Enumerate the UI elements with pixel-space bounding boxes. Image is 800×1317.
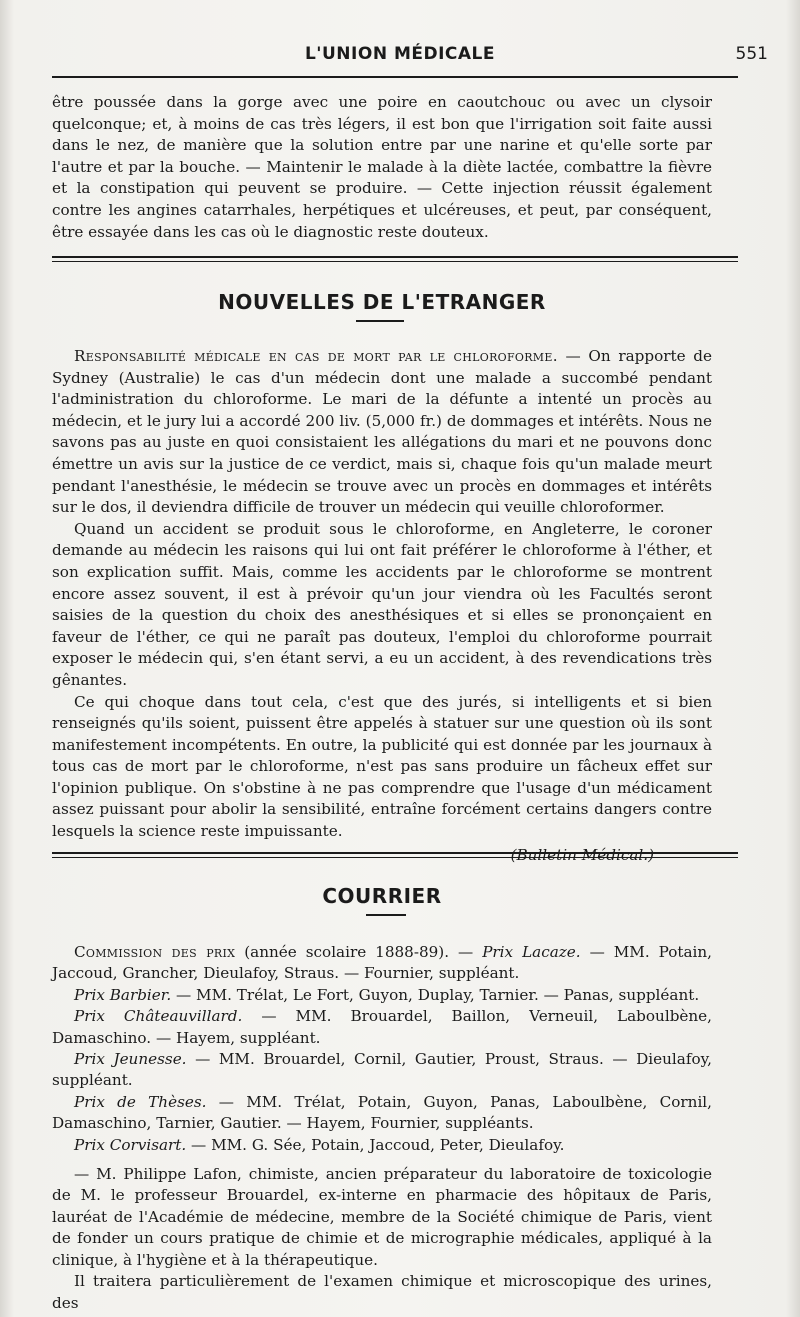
intro-paragraph-block	[52, 92, 712, 243]
section-title-underline	[356, 320, 404, 322]
prize-name: Prix Jeunesse.	[74, 1050, 187, 1069]
source-citation: (Bulletin Médical.)	[510, 845, 654, 864]
commission-lead: Commission des prix	[74, 943, 236, 961]
prize-name: Prix de Thèses.	[74, 1092, 207, 1111]
running-title: L'UNION MÉDICALE	[304, 44, 496, 64]
nouvelles-paragraph-3: Ce qui choque dans tout cela, c'est que des jurés, si intelligents et si bien renseignés qu'ils soient, puissent être appelés à statuer sur une question où ils sont manifestement incompétents. En outre, la publicité qui est donnée par les journaux à tous cas de mort par le chloroforme, n'est pas sans produire un fâcheux effet sur l'opinion publique. On s'obstine à ne pas comprendre que l'usage d'un médicament assez puissant pour abolir la sensibilité, entraîne forcément certains dangers contre lesquels la science reste impuissante.	[52, 692, 712, 841]
header-rule	[52, 76, 738, 78]
prize-committee: — MM. Potain, Jaccoud, Grancher, Dieulafoy, Straus. — Fournier, suppléant.	[52, 943, 713, 983]
section-divider	[52, 256, 738, 258]
prize-line-chateauvillard	[52, 1006, 712, 1049]
prize-name: Prix Corvisart.	[74, 1135, 187, 1154]
prize-committee: — MM. Trélat, Potain, Guyon, Panas, Laboulbène, Cornil, Damaschino, Tarnier, Gautier. — Hayem, Fournier, suppléants.	[52, 1092, 712, 1133]
prize-name: Prix Châteauvillard.	[74, 1007, 243, 1026]
prize-line-corvisart	[52, 1135, 712, 1156]
nouvelles-body	[52, 346, 712, 866]
prize-name: Prix Lacaze.	[482, 943, 581, 961]
nouvelles-paragraph-1	[52, 346, 712, 519]
article-lead: Responsabilité médicale en cas de mort par le chloroforme.	[74, 347, 558, 365]
section-title-courrier: COURRIER	[322, 884, 442, 908]
courrier-body	[52, 942, 712, 1314]
spacer	[52, 1156, 712, 1164]
prize-committee: — MM. Trélat, Le Fort, Guyon, Duplay, Tarnier. — Panas, suppléant.	[171, 985, 700, 1004]
section-title-underline	[366, 914, 406, 916]
nouvelles-paragraph-2: Quand un accident se produit sous le chloroforme, en Angleterre, le coroner demande au médecin les raisons qui lui ont fait préférer le chloroforme à l'éther, et son explication suffit. Mais, comme les accidents par le chloroforme se montrent encore assez souvent, il est à prévoir qu'un jour viendra où les Facultés seront saisies de la question du choix des anesthésiques et si elles se prononçaient en faveur de l'éther, ce qui ne paraît pas douteux, l'emploi du chloroforme pourrait exposer le médecin qui, s'en étant servi, a eu un accident, à des revendications très gênantes.	[52, 519, 712, 689]
article-lead-text: — On rapporte de Sydney (Australie) le cas d'un médecin dont une malade a succombé pendant l'administration du chloroforme. Le mari de la défunte a intenté un procès au médecin, et le jury lui a accordé 200 liv. (5,000 fr.) de dommages et intérêts. Nous ne savons pas au juste en quoi consistaient les allégations du mari et ne pouvons donc émettre un avis sur la justice de ce verdict, mais si, chaque fois qu'un malade meurt pendant l'anesthésie, le médecin se trouve avec un procès en dommages et intérêts sur le dos, il deviendra difficile de trouver un médecin qui veuille chloroformer.	[52, 347, 712, 517]
page-header	[52, 44, 768, 74]
prize-committee: — MM. Brouardel, Cornil, Gautier, Proust, Straus. — Dieulafoy, suppléant.	[52, 1050, 712, 1090]
lafon-paragraph: — M. Philippe Lafon, chimiste, ancien préparateur du laboratoire de toxicologie de M. le professeur Brouardel, ex-interne en pharmacie des hôpitaux de Paris, lauréat de l'Académie de médecine, membre de la Société chimique de Paris, vient de fonder un cours pratique de chimie et de micrographie médicales, appliqué à la clinique, à l'hygiène et à la thérapeutique.	[52, 1165, 712, 1269]
last-line: Il traitera particulièrement de l'examen chimique et microscopique des urines, des	[52, 1272, 712, 1312]
commission-year: (année scolaire 1888-89). —	[235, 943, 483, 961]
page-number: 551	[735, 44, 768, 64]
section-title-nouvelles: NOUVELLES DE L'ETRANGER	[218, 290, 546, 314]
prize-line-jeunesse	[52, 1049, 712, 1092]
prize-line-theses	[52, 1092, 712, 1135]
prize-name: Prix Barbier.	[74, 985, 172, 1004]
section-divider	[52, 852, 738, 854]
intro-paragraph: être poussée dans la gorge avec une poire en caoutchouc ou avec un clysoir quelconque; et, à moins de cas très légers, il est bon que l'irrigation soit faite aussi dans le nez, de manière que la solution entre par une narine et qu'elle sorte par l'autre et par la bouche. — Maintenir le malade à la diète lactée, combattre la fièvre et la constipation qui peuvent se produire. — Cette injection réussit également contre les angines catarrhales, herpétiques et ulcéreuses, et peut, par conséquent, être essayée dans les cas où le diagnostic reste douteux.	[52, 93, 712, 241]
prize-line-barbier	[52, 985, 712, 1006]
prize-committee: — MM. Brouardel, Baillon, Verneuil, Laboulbène, Damaschino. — Hayem, suppléant.	[52, 1007, 712, 1047]
prize-committee: — MM. G. Sée, Potain, Jaccoud, Peter, Dieulafoy.	[186, 1135, 565, 1154]
prize-line-lacaze	[52, 942, 712, 985]
